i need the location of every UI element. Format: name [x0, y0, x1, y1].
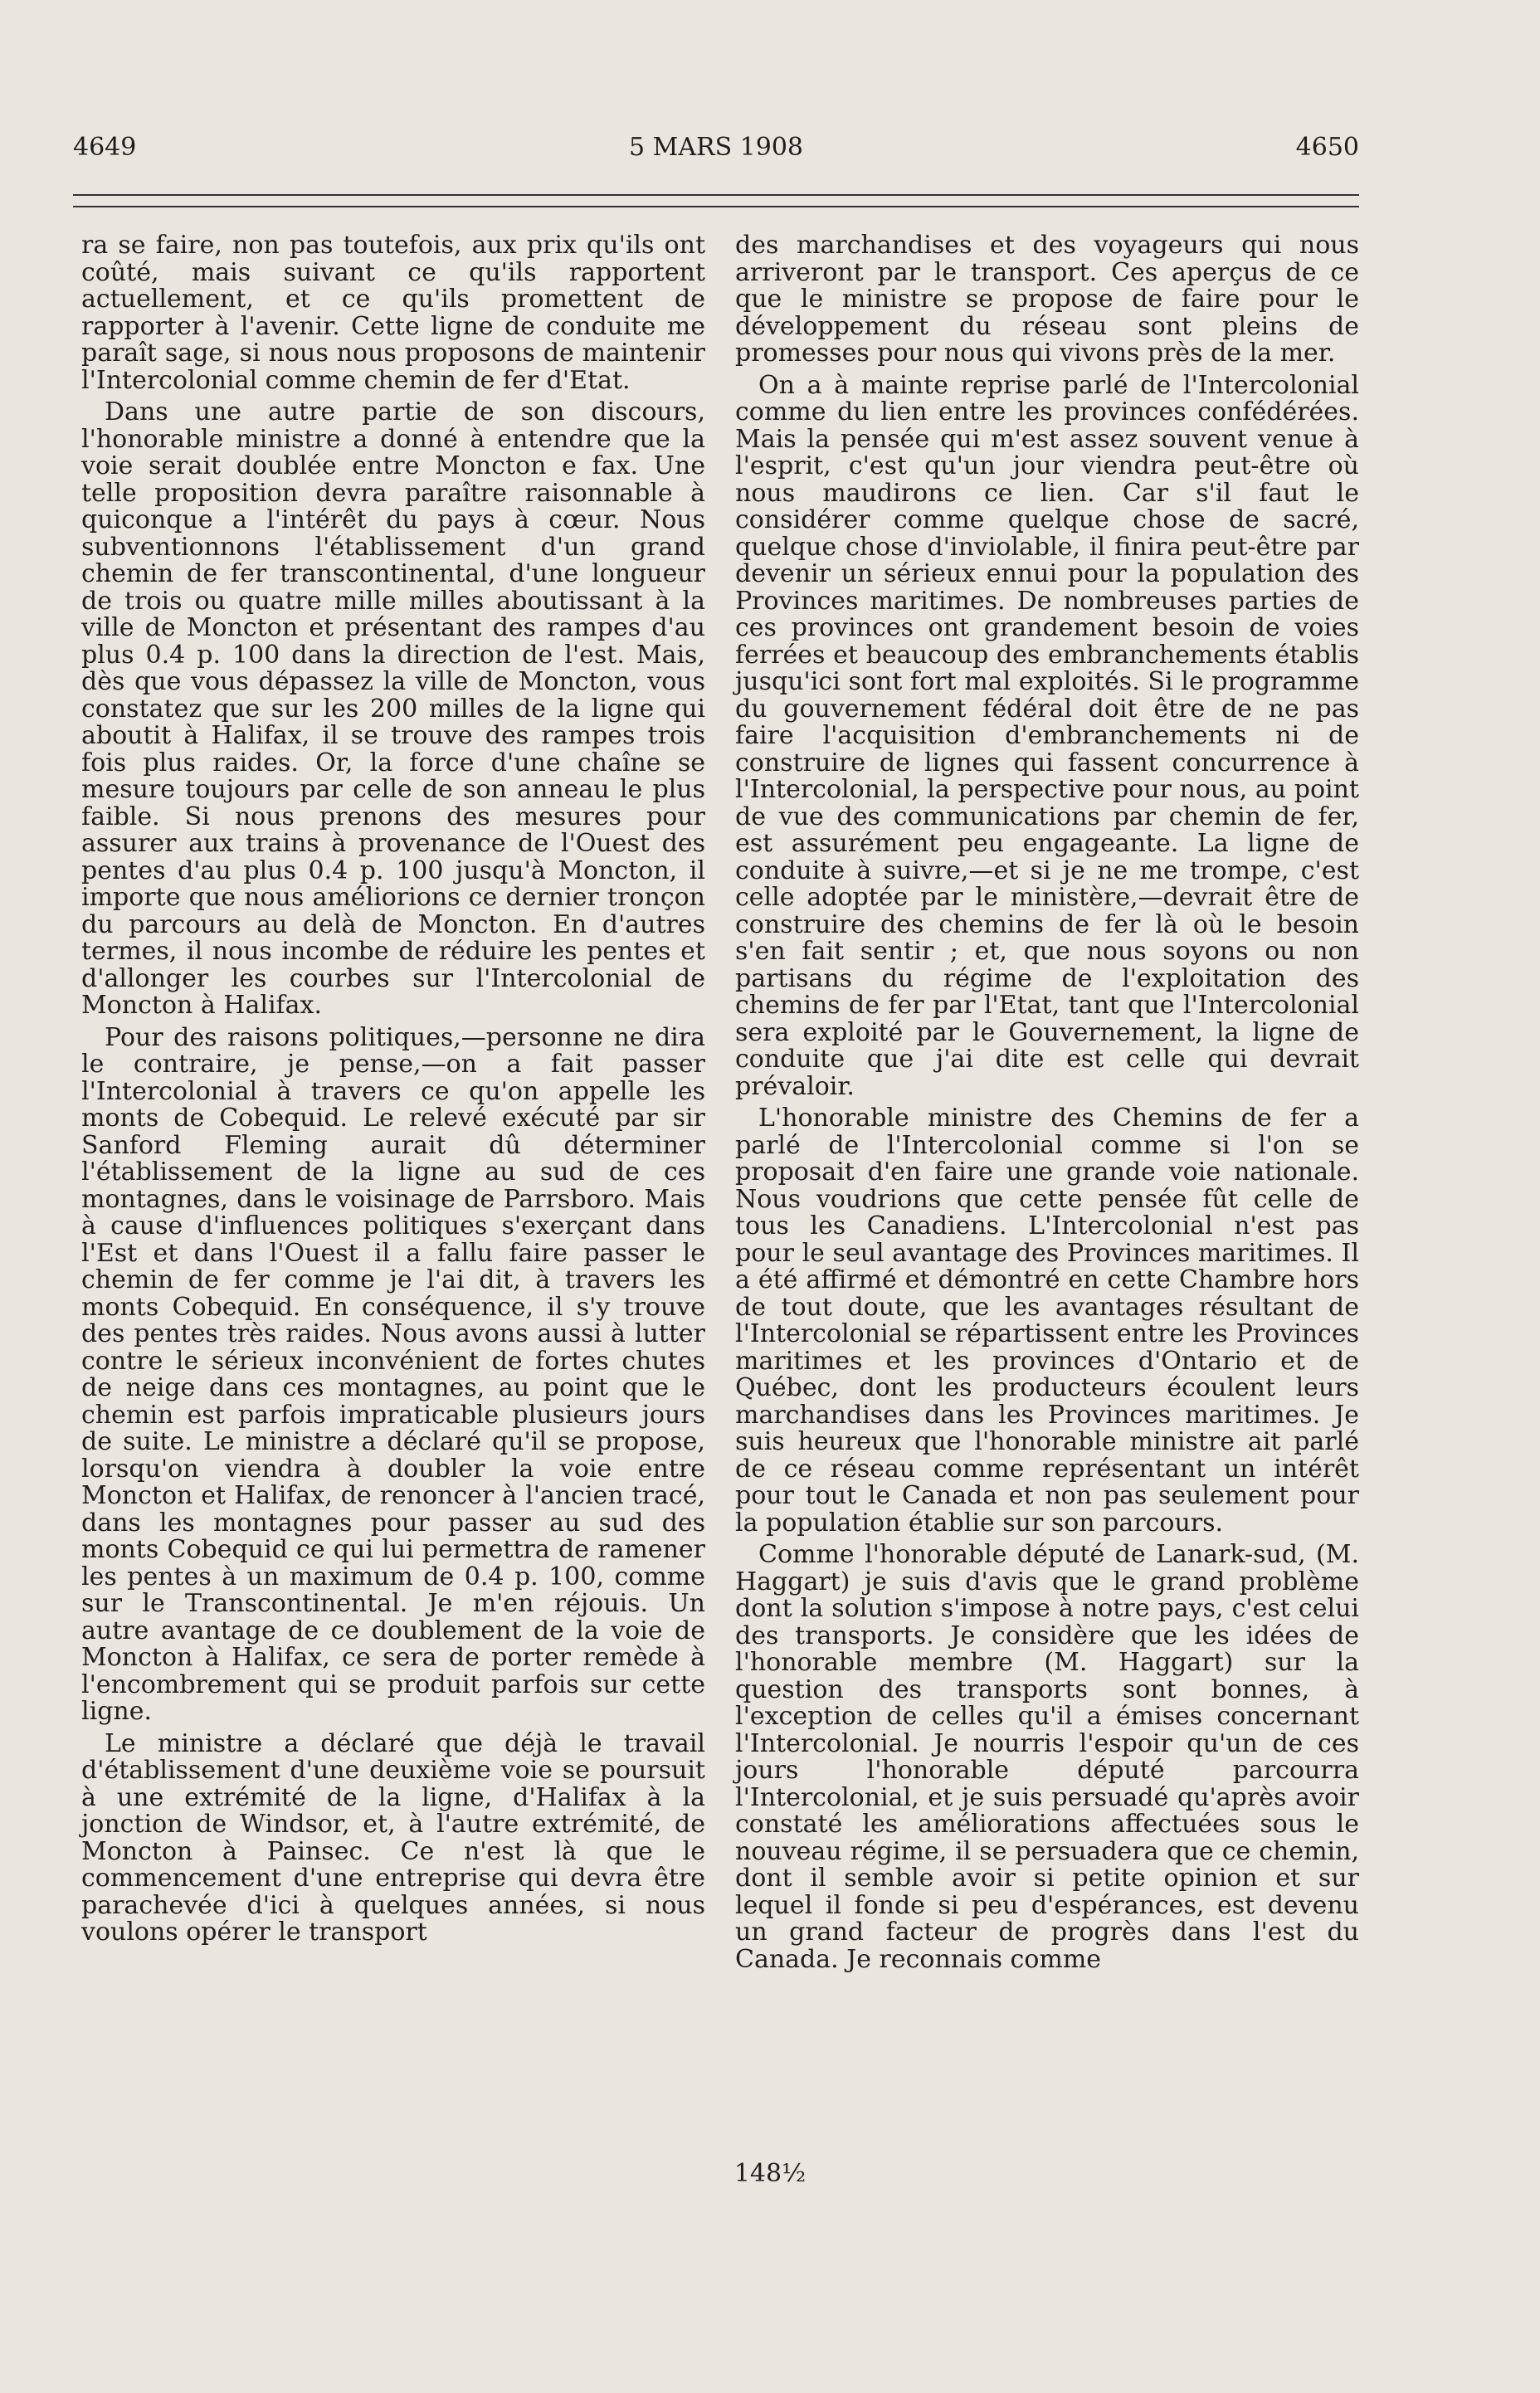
page-header [73, 133, 1359, 171]
paragraph: On a à mainte reprise parlé de l'Intercolonial comme du lien entre les provinces confédérées. Mais la pensée qui m'est assez souvent venue à l'esprit, c'est qu'un jour viendra peut-être où nous maudirons ce lien. Car s'il faut le considérer comme quelque chose de sacré, quelque chose d'inviolable, il finira peut-être par devenir un sérieux ennui pour la population des Provinces maritimes. De nombreuses parties de ces provinces ont grandement besoin de voies ferrées et beaucoup des embranchements établis jusqu'ici sont fort mal exploités. Si le programme du gouvernement fédéral doit être de ne pas faire l'acquisition d'embranchements ni de construire de lignes qui fassent concurrence à l'Intercolonial, la perspective pour nous, au point de vue des communications par chemin de fer, est assurément peu engageante. La ligne de conduite à suivre,—et si je ne me trompe, c'est celle adoptée par le ministère,—devrait être de construire des chemins de fer là où le besoin s'en fait sentir ; et, que nous soyons ou non partisans du régime de l'exploitation des chemins de fer par l'Etat, tant que l'Intercolonial sera exploité par le Gouvernement, la ligne de conduite que j'ai dite est celle qui devrait prévaloir. [735, 370, 1359, 1101]
paragraph: Pour des raisons politiques,—personne ne dira le contraire, je pense,—on a fait passer l'Intercolonial à travers ce qu'on appelle les monts de Cobequid. Le relevé exécuté par sir Sanford Fleming aurait dû déterminer l'établissement de la ligne au sud de ces montagnes, dans le voisinage de Parrsboro. Mais à cause d'influences politiques s'exerçant dans l'Est et dans l'Ouest il a fallu faire passer le chemin de fer comme je l'ai dit, à travers les monts Cobequid. En conséquence, il s'y trouve des pentes très raides. Nous avons aussi à lutter contre le sérieux inconvénient de fortes chutes de neige dans ces montagnes, au point que le chemin est parfois impraticable plusieurs jours de suite. Le ministre a déclaré qu'il se propose, lorsqu'on viendra à doubler la voie entre Moncton et Halifax, de renoncer à l'ancien tracé, dans les montagnes pour passer au sud des monts Cobequid ce qui lui permettra de ramener les pentes à un maximum de 0.4 p. 100, comme sur le Transcontinental. Je m'en réjouis. Un autre avantage de ce doublement de la voie de Moncton à Halifax, ce sera de porter remède à l'encombrement qui se produit parfois sur cette ligne. [81, 1022, 705, 1726]
paragraph: Dans une autre partie de son discours, l'honorable ministre a donné à entendre que la voie serait doublée entre Moncton e fax. Une telle proposition devra paraître raisonnable à quiconque a l'intérêt du pays à cœur. Nous subventionnons l'établissement d'un grand chemin de fer transcontinental, d'une longueur de trois ou quatre mille milles aboutissant à la ville de Moncton et présentant des rampes d'au plus 0.4 p. 100 dans la direction de l'est. Mais, dès que vous dépassez la ville de Moncton, vous constatez que sur les 200 milles de la ligne qui aboutit à Halifax, il se trouve des rampes trois fois plus raides. Or, la force d'une chaîne se mesure toujours par celle de son anneau le plus faible. Si nous prenons des mesures pour assurer aux trains à provenance de l'Ouest des pentes d'au plus 0.4 p. 100 jusqu'à Moncton, il importe que nous améliorions ce dernier tronçon du parcours au delà de Moncton. En d'autres termes, il nous incombe de réduire les pentes et d'allonger les courbes sur l'Intercolonial de Moncton à Halifax. [81, 397, 705, 1020]
left-page-number: 4649 [73, 133, 137, 162]
paragraph: Comme l'honorable député de Lanark-sud, (M. Haggart) je suis d'avis que le grand problème dont la solution s'impose à notre pays, c'est celui des transports. Je considère que les idées de l'honorable membre (M. Haggart) sur la question des transports sont bonnes, à l'exception de celles qu'il a émises concernant l'Intercolonial. Je nourris l'espoir qu'un de ces jours l'honorable député parcourra l'Intercolonial, et je suis persuadé qu'après avoir constaté les améliorations affectuées sous le nouveau régime, il se persuadera que ce chemin, dont il semble avoir si petite opinion et sur lequel il fonde si peu d'espérances, est devenu un grand facteur de progrès dans l'est du Canada. Je reconnais comme [735, 1540, 1359, 1974]
header-date: 5 MARS 1908 [628, 133, 804, 162]
left-column [81, 232, 705, 1952]
paragraph: des marchandises et des voyageurs qui nous arriveront par le transport. Ces aperçus de ce que le ministre se propose de faire pour le développement du réseau sont pleins de promesses pour nous qui vivons près de la mer. [735, 231, 1359, 368]
footer-folio: 148½ [733, 2159, 807, 2188]
paragraph: ra se faire, non pas toutefois, aux prix qu'ils ont coûté, mais suivant ce qu'ils rapportent actuellement, et ce qu'ils promettent de rapporter à l'avenir. Cette ligne de conduite me paraît sage, si nous nous proposons de maintenir l'Intercolonial comme chemin de fer d'Etat. [81, 231, 705, 395]
paragraph: Le ministre a déclaré que déjà le travail d'établissement d'une deuxième voie se poursuit à une extrémité de la ligne, d'Halifax à la jonction de Windsor, et, à l'autre extrémité, de Moncton à Painsec. Ce n'est là que le commencement d'une entreprise qui devra être parachevée d'ici à quelques années, si nous voulons opérer le transport [81, 1728, 705, 1947]
right-page-number: 4650 [1295, 133, 1359, 162]
right-column [735, 232, 1359, 1978]
paragraph: L'honorable ministre des Chemins de fer a parlé de l'Intercolonial comme si l'on se proposait d'en faire une grande voie nationale. Nous voudrions que cette pensée fût celle de tous les Canadiens. L'Intercolonial n'est pas pour le seul avantage des Provinces maritimes. Il a été affirmé et démontré en cette Chambre hors de tout doute, que les avantages résultant de l'Intercolonial se répartissent entre les Provinces maritimes et les provinces d'Ontario et de Québec, dont les producteurs écoulent leurs marchandises dans les Provinces maritimes. Je suis heureux que l'honorable ministre ait parlé de ce réseau comme représentant un intérêt pour tout le Canada et non pas seulement pour la population établie sur son parcours. [735, 1104, 1359, 1538]
header-double-rule [73, 194, 1359, 207]
